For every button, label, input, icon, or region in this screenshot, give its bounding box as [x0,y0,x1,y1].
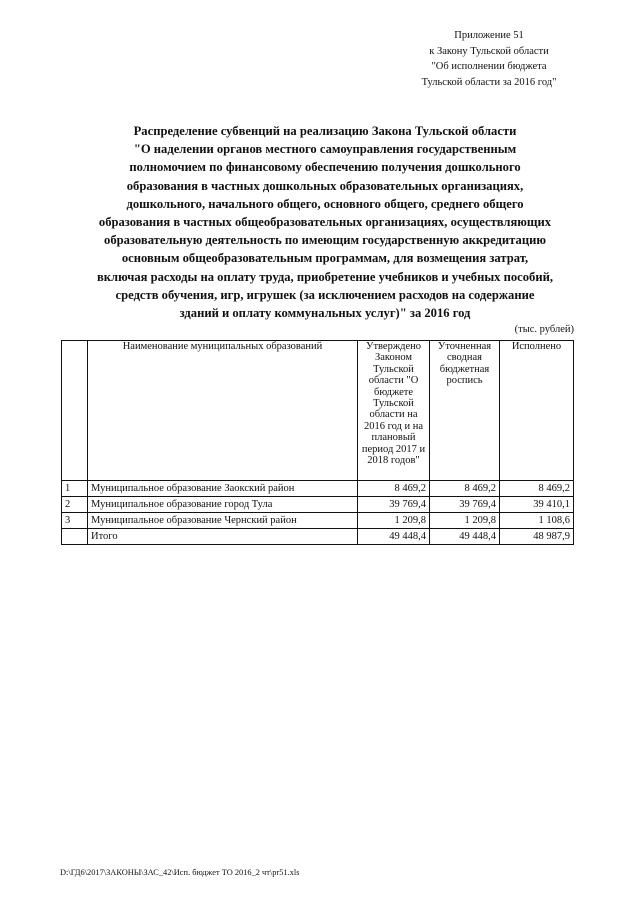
row-name: Муниципальное образование Чернский район [88,513,358,529]
row-refined: 8 469,2 [430,481,500,497]
appendix-line-3: "Об исполнении бюджета [431,61,547,72]
subsidy-table [61,340,574,545]
row-name: Муниципальное образование Заокский район [88,481,358,497]
total-approved: 49 448,4 [358,529,430,545]
row-index: 2 [62,497,88,513]
file-path-footer: D:\ГД6\2017\ЗАКОНЫ\ЗАС_42\Исп. бюджет ТО 2016_2 чт\pr51.xls [60,868,300,877]
row-index: 3 [62,513,88,529]
title-line: образования в частных дошкольных образовательных организациях, [126,178,524,193]
table-row [62,497,574,513]
row-approved: 39 769,4 [358,497,430,513]
appendix-header [386,28,592,90]
appendix-line-4: Тульской области за 2016 год" [421,76,557,88]
header-approved: Утверждено Законом Тульской области "О бюджете Тульской области на 2016 год и на плановый период 2017 и 2018 годов" [358,341,430,481]
row-refined: 39 769,4 [430,497,500,513]
unit-label: (тыс. рублей) [514,324,574,335]
title-line: включая расходы на оплату труда, приобретение учебников и учебных пособий, [96,269,554,284]
row-executed: 8 469,2 [500,481,574,497]
total-refined: 49 448,4 [430,529,500,545]
row-approved: 8 469,2 [358,481,430,497]
title-line: "О наделении органов местного самоуправления государственным [133,142,517,157]
total-name: Итого [88,529,358,545]
title-line: образовательную деятельность по имеющим государственную аккредитацию [104,233,546,248]
table-row [62,513,574,529]
row-executed: 1 108,6 [500,513,574,529]
header-name: Наименование муниципальных образований [88,341,358,481]
title-line: средств обучения, игр, игрушек (за исключением расходов на содержание [115,287,535,302]
title-line: дошкольного, начального общего, основного общего, среднего общего [126,196,524,211]
table-total-row [62,529,574,545]
header-executed: Исполнено [500,341,574,481]
total-index [62,529,88,545]
document-title [52,122,598,322]
row-name: Муниципальное образование город Тула [88,497,358,513]
row-approved: 1 209,8 [358,513,430,529]
title-line: основным общеобразовательным программам, для возмещения затрат, [121,251,529,266]
header-refined: Уточненная сводная бюджетная роспись [430,341,500,481]
title-line: образования в частных общеобразовательных организациях, осуществляющих [98,215,552,230]
row-refined: 1 209,8 [430,513,500,529]
total-executed: 48 987,9 [500,529,574,545]
row-executed: 39 410,1 [500,497,574,513]
appendix-line-1: Приложение 51 [454,30,524,41]
row-index: 1 [62,481,88,497]
appendix-line-2: к Закону Тульской области [429,45,549,57]
header-index [62,341,88,481]
title-line: полномочием по финансовому обеспечению получения дошкольного [129,160,521,175]
title-line: Распределение субвенций на реализацию Закона Тульской области [133,124,517,138]
table-header-row [62,341,574,481]
title-line: зданий и оплату коммунальных услуг)" за 2016 год [179,306,471,321]
table-row [62,481,574,497]
